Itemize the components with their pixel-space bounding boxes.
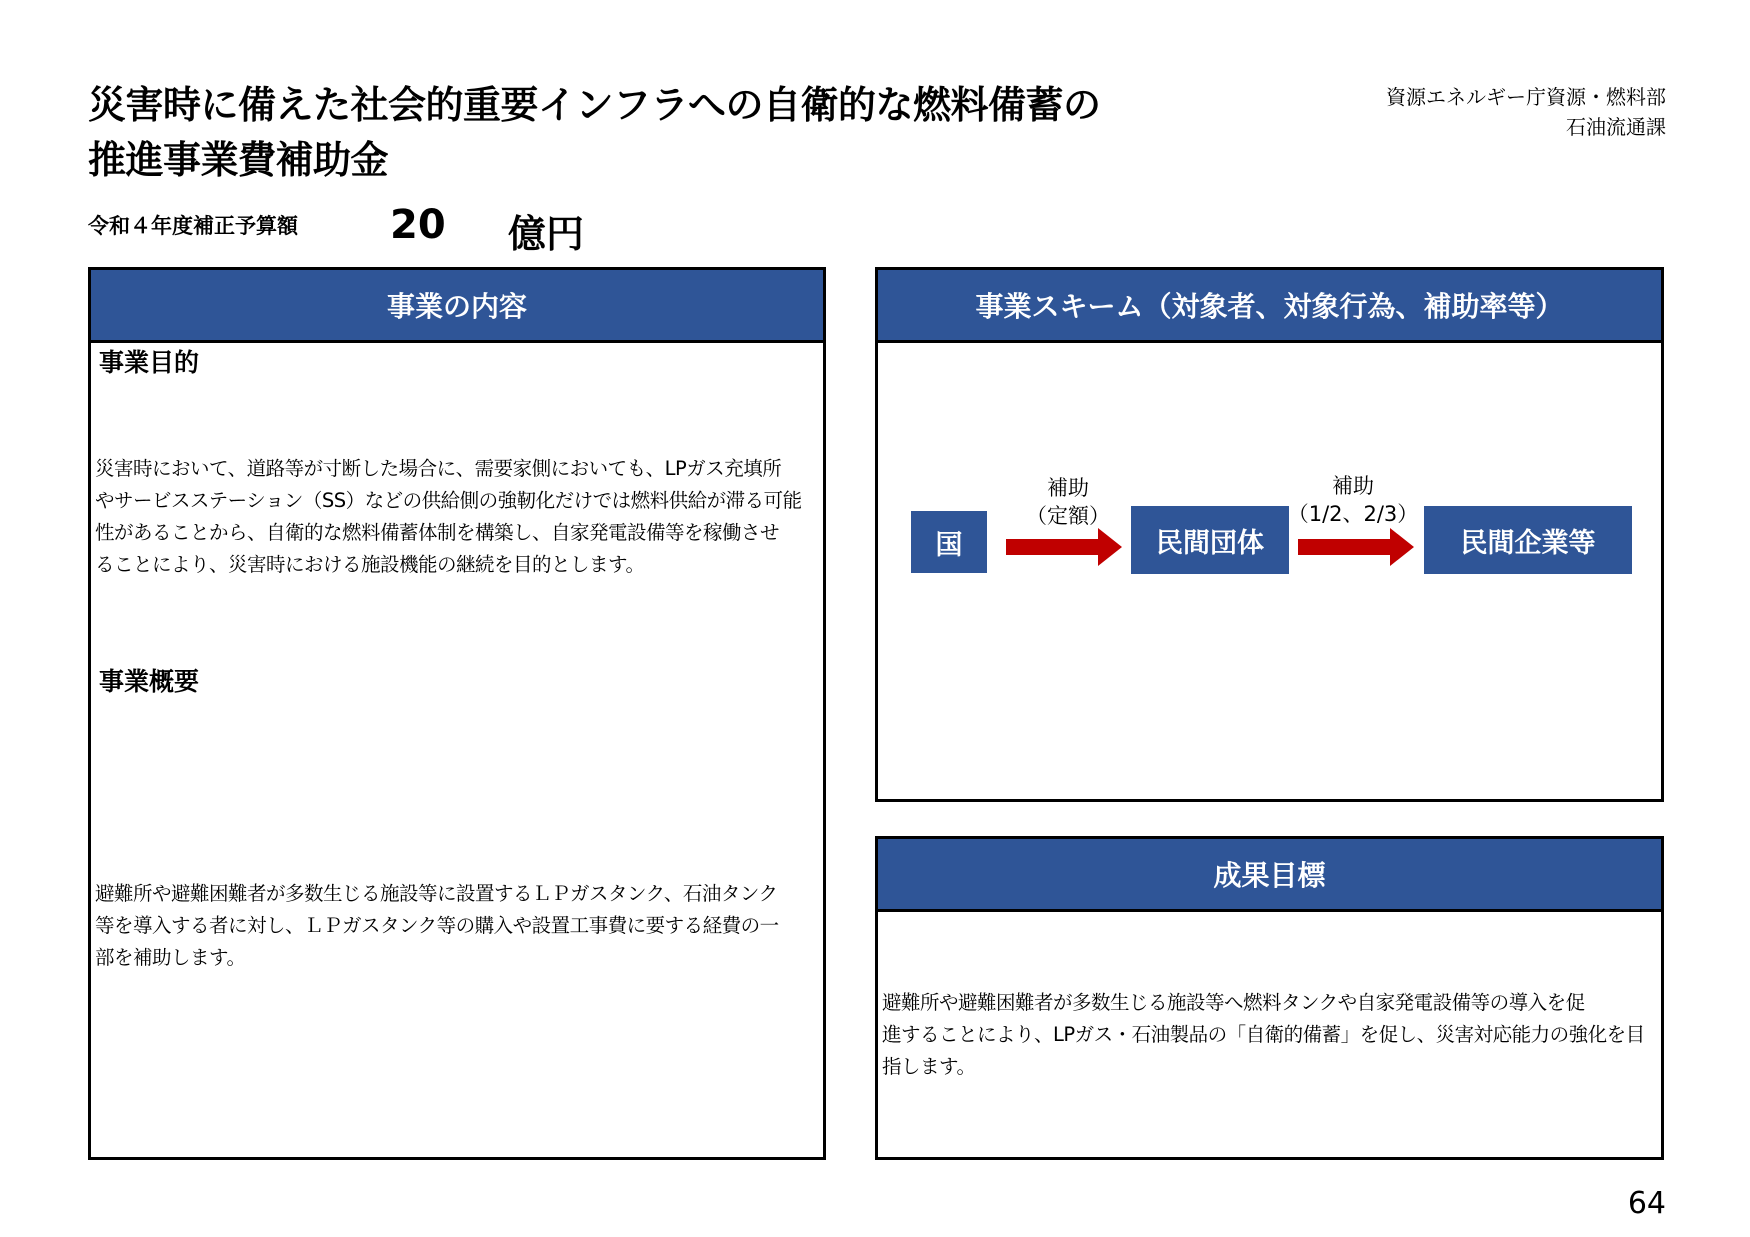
arrow-1-label-line: 補助 <box>1047 476 1089 500</box>
scheme-panel-header: 事業スキーム（対象者、対象行為、補助率等） <box>878 270 1661 343</box>
purpose-line: 性があることから、自衛的な燃料備蓄体制を構築し、自家発電設備等を稼働させ <box>95 521 780 544</box>
department-name: 資源エネルギー庁資源・燃料部 <box>1386 85 1666 109</box>
purpose-line: やサービスステーション（SS）などの供給側の強靭化だけでは燃料供給が滞る可能 <box>95 489 802 512</box>
arrow-1-label <box>998 474 1138 530</box>
content-panel <box>88 267 826 1160</box>
budget-unit: 億円 <box>508 212 585 256</box>
arrow-2-label-line: 補助 <box>1332 474 1374 498</box>
purpose-heading: 事業目的 <box>99 348 200 377</box>
page-number: 64 <box>1627 1186 1666 1221</box>
page-title-line-1: 災害時に備えた社会的重要インフラへの自衛的な燃料備蓄の <box>88 83 1101 127</box>
arrow-right-icon <box>1006 528 1122 566</box>
arrow-right-icon <box>1298 528 1414 566</box>
budget-amount: 20 <box>390 202 446 248</box>
arrow-2-label-line: （1/2、2/3） <box>1287 502 1419 526</box>
division-name: 石油流通課 <box>1566 115 1666 139</box>
budget-label: 令和４年度補正予算額 <box>88 214 298 238</box>
results-line: 指します。 <box>882 1055 976 1078</box>
page-title-line-2: 推進事業費補助金 <box>88 138 389 182</box>
flow-node-country: 国 <box>911 511 987 573</box>
overview-line: 部を補助します。 <box>95 946 246 969</box>
scheme-panel <box>875 267 1664 802</box>
results-panel <box>875 836 1664 1160</box>
results-panel-header: 成果目標 <box>878 839 1661 912</box>
overview-line: 等を導入する者に対し、ＬＰガスタンク等の購入や設置工事費に要する経費の一 <box>95 914 779 937</box>
flow-node-private-company: 民間企業等 <box>1424 506 1632 574</box>
purpose-line: 災害時において、道路等が寸断した場合に、需要家側においても、LPガス充填所 <box>95 457 782 480</box>
arrow-2-label <box>1283 472 1423 528</box>
purpose-text <box>95 453 823 581</box>
arrow-1-label-line: （定額） <box>1026 504 1110 528</box>
content-panel-header: 事業の内容 <box>91 270 823 343</box>
results-line: 避難所や避難困難者が多数生じる施設等へ燃料タンクや自家発電設備等の導入を促 <box>882 991 1585 1014</box>
purpose-line: ることにより、災害時における施設機能の継続を目的とします。 <box>95 553 645 576</box>
overview-heading: 事業概要 <box>99 667 200 696</box>
results-text <box>882 987 1661 1083</box>
results-line: 進することにより、LPガス・石油製品の「自衛的備蓄」を促し、災害対応能力の強化を目 <box>882 1023 1645 1046</box>
overview-line: 避難所や避難困難者が多数生じる施設等に設置するＬＰガスタンク、石油タンク <box>95 882 778 905</box>
department <box>1386 82 1666 142</box>
flow-node-private-group: 民間団体 <box>1131 506 1289 574</box>
overview-text <box>95 878 823 974</box>
